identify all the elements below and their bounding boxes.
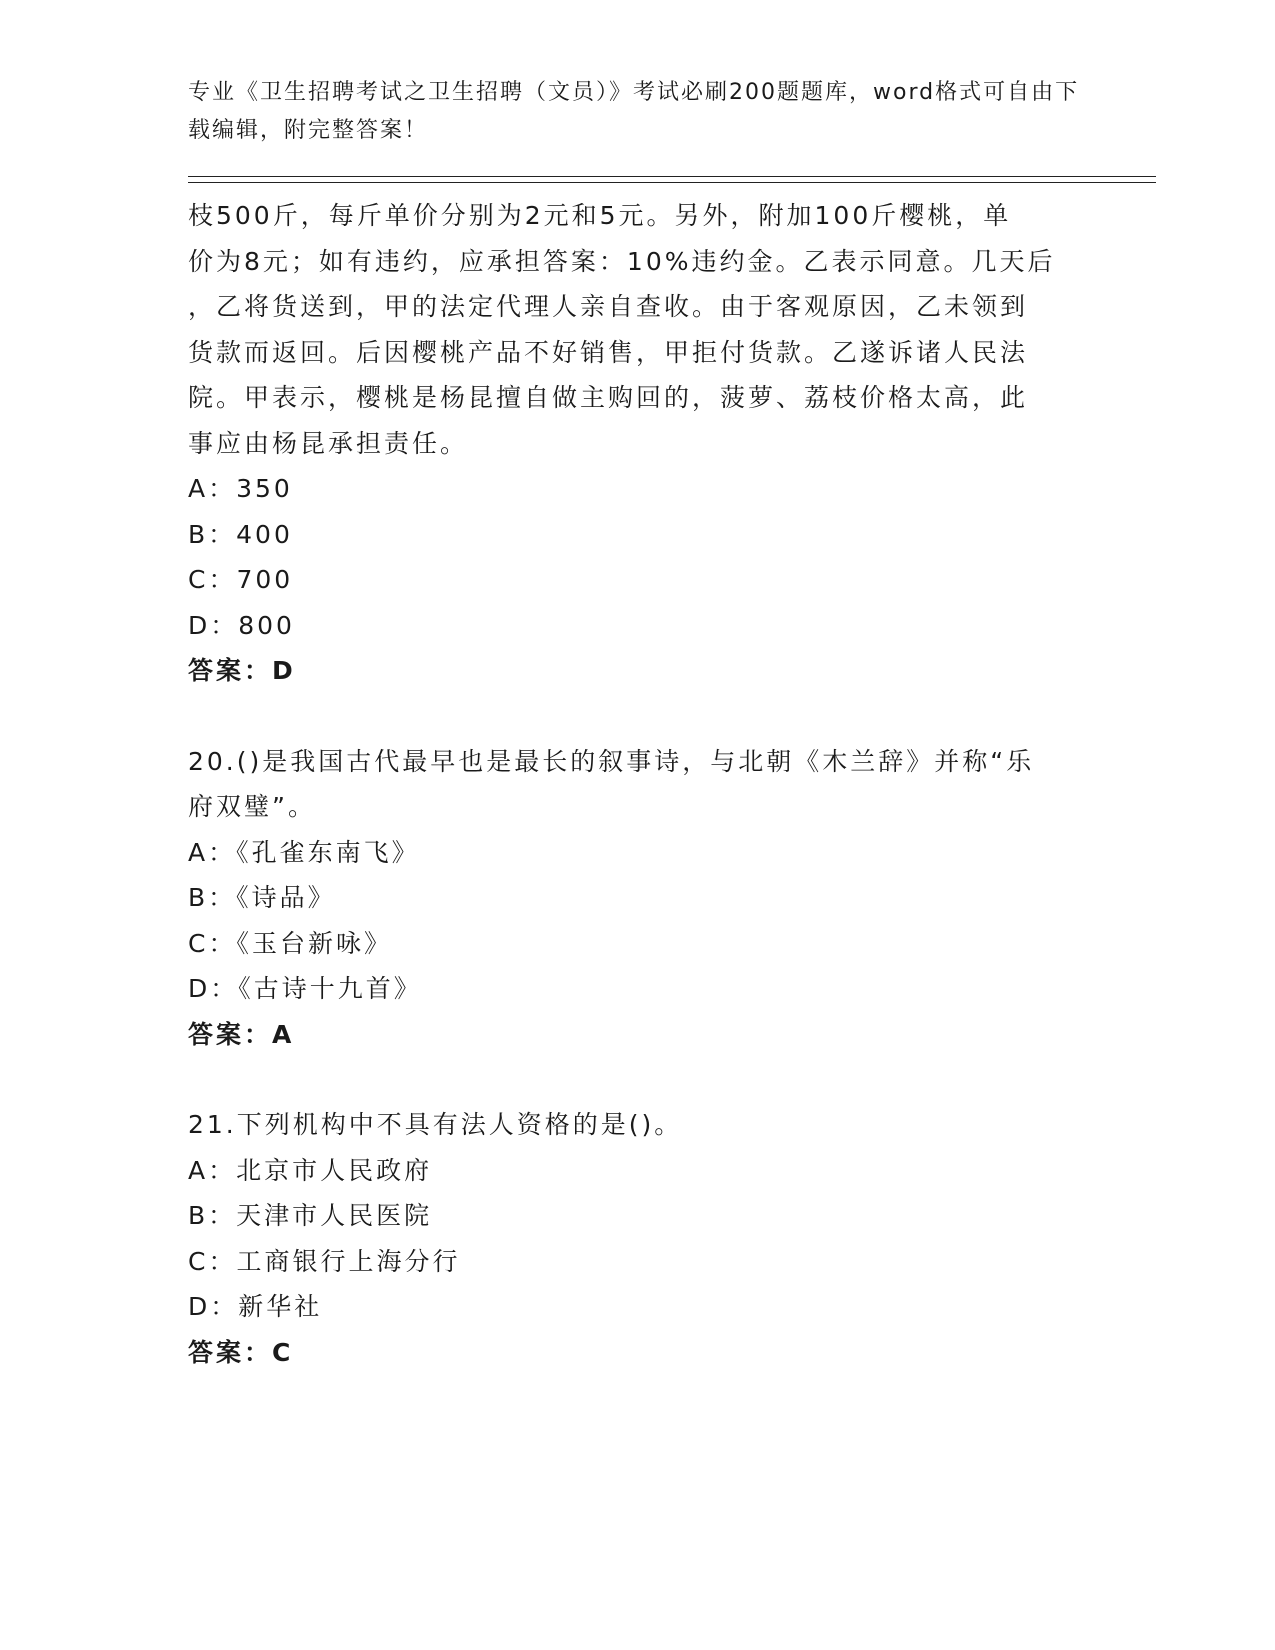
question-stem-line: 货款而返回。后因樱桃产品不好销售，甲拒付货款。乙遂诉诸人民法 <box>188 337 1029 367</box>
option-a: A：《孔雀东南飞》 <box>188 837 420 867</box>
question-stem-line: ，乙将货送到，甲的法定代理人亲自查收。由于客观原因，乙未领到 <box>188 292 1029 321</box>
answer-line: 答案：C <box>188 1337 294 1367</box>
option-c: C：《玉台新咏》 <box>188 928 392 958</box>
option-d: D：800 <box>188 610 295 640</box>
header-divider-bottom <box>188 182 1156 183</box>
spacer <box>188 1057 1088 1102</box>
document-body <box>188 193 1088 1375</box>
option-b: B：400 <box>188 519 293 549</box>
question-21 <box>188 1102 1088 1375</box>
document-header: 专业《卫生招聘考试之卫生招聘（文员）》考试必刷200题题库，word格式可自由下载编辑，附完整答案！ <box>188 80 1080 143</box>
header-divider-top <box>188 176 1156 177</box>
question-stem-line: 府双璧”。 <box>188 792 316 821</box>
question-stem-line: 21.下列机构中不具有法人资格的是()。 <box>188 1110 683 1139</box>
question-stem-line: 20.()是我国古代最早也是最长的叙事诗，与北朝《木兰辞》并称“乐 <box>188 746 1035 776</box>
option-b: B：《诗品》 <box>188 883 336 912</box>
option-a: A：北京市人民政府 <box>188 1155 433 1185</box>
option-d: D：《古诗十九首》 <box>188 974 422 1003</box>
question-stem-line: 价为8元；如有违约，应承担答案：10%违约金。乙表示同意。几天后 <box>188 246 1056 276</box>
spacer <box>188 694 1088 739</box>
option-d: D：新华社 <box>188 1292 323 1321</box>
answer-line: 答案：A <box>188 1019 295 1049</box>
option-c: C：700 <box>188 565 294 594</box>
question-stem-line: 事应由杨昆承担责任。 <box>188 428 469 458</box>
question-stem-line: 院。甲表示，樱桃是杨昆擅自做主购回的，菠萝、荔枝价格太高，此 <box>188 383 1029 412</box>
question-stem-line: 枝500斤，每斤单价分别为2元和5元。另外，附加100斤樱桃，单 <box>188 201 1012 230</box>
answer-line: 答案：D <box>188 656 296 685</box>
option-a: A：350 <box>188 474 293 503</box>
question-19 <box>188 193 1088 694</box>
option-b: B：天津市人民医院 <box>188 1201 433 1230</box>
option-c: C：工商银行上海分行 <box>188 1246 461 1276</box>
question-20 <box>188 739 1088 1058</box>
